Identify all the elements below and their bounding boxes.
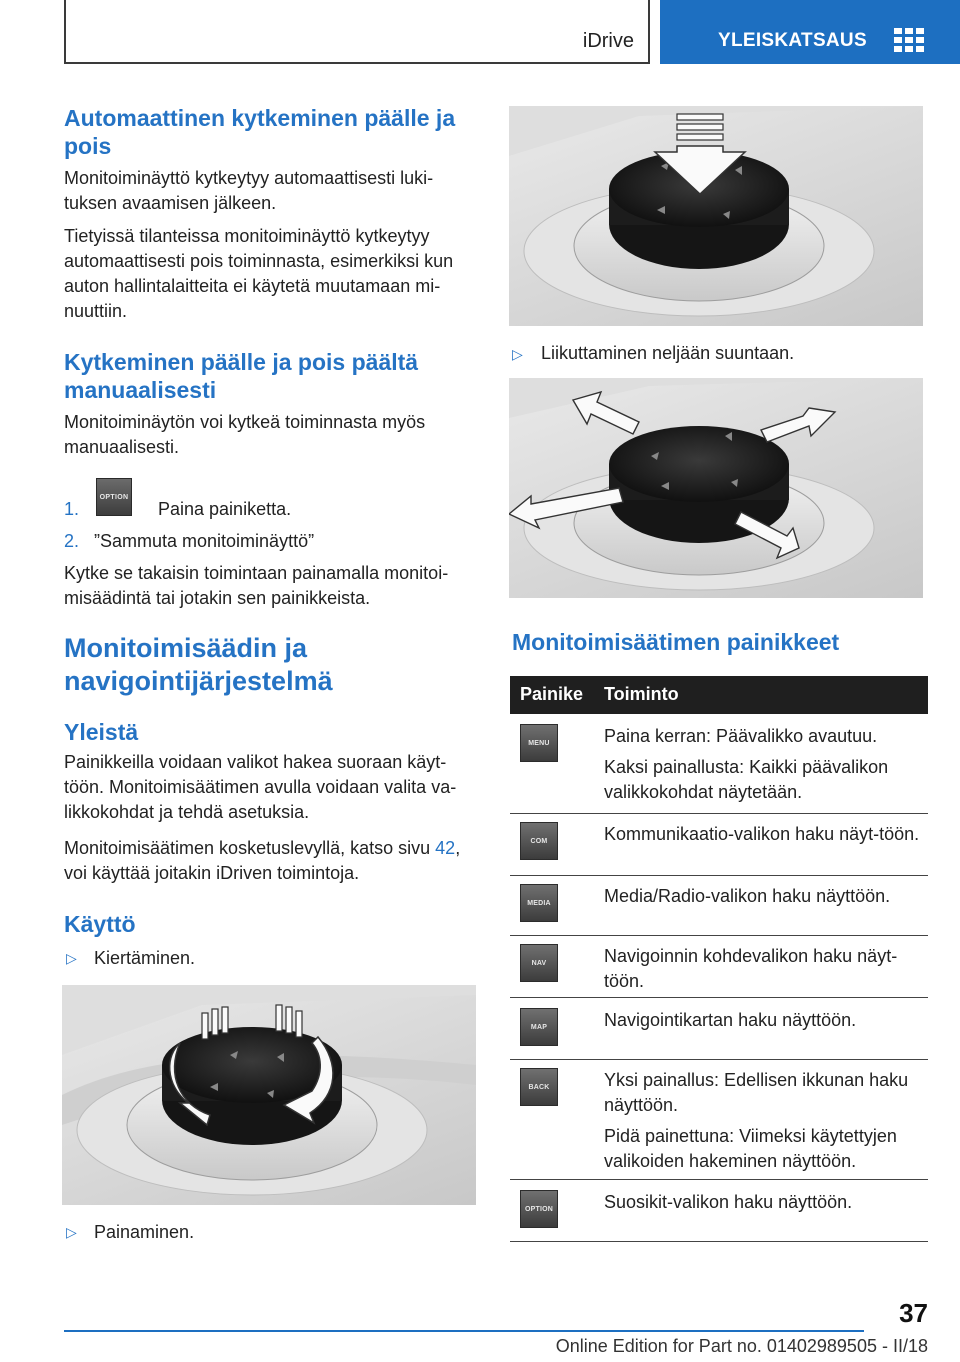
- step-1-text: Paina painiketta.: [158, 499, 292, 519]
- header-frame: [64, 0, 650, 64]
- row-text: Yksi painallus: Edellisen ikkunan haku näyttöön.: [604, 1070, 909, 1115]
- footer-divider: [64, 1330, 864, 1332]
- page-number: 37: [899, 1298, 928, 1328]
- row-text: Paina kerran: Päävalikko avautuu.: [604, 726, 878, 746]
- row-text: Navigoinnin kohdevalikon haku näyt-töön.: [604, 946, 898, 991]
- option-button-icon: OPTION: [520, 1190, 558, 1228]
- map-button-icon: MAP: [520, 1008, 558, 1046]
- controller-press-image: [509, 106, 923, 326]
- step-2-text: ”Sammuta monitoiminäyttö”: [94, 531, 315, 551]
- paragraph-general-2: Monitoimisäätimen kosketuslevyllä, katso sivu 42, voi käyttää joitakin iDriven toimintoja.: [64, 838, 461, 883]
- grid-icon: [894, 28, 924, 54]
- back-button-icon: BACK: [520, 1068, 558, 1106]
- row-text: Kaksi painallusta: Kaikki päävalikon valikkokohdat näytetään.: [604, 757, 889, 802]
- table-row: [510, 876, 928, 936]
- usage-press-text: Painaminen.: [94, 1222, 195, 1242]
- paragraph-manual: Monitoiminäytön voi kytkeä toiminnasta myös manuaalisesti.: [64, 412, 426, 457]
- table-row: [510, 814, 928, 876]
- heading-manual-switch: Kytkeminen päälle ja pois päältä manuaalisesti: [64, 349, 419, 403]
- heading-buttons: Monitoimisäätimen painikkeet: [512, 629, 840, 655]
- table-row: [510, 998, 928, 1060]
- paragraph-general-1: Painikkeilla voidaan valikot hakea suoraan käyt-töön. Monitoimisäätimen avulla voidaan valita va-likkokohdat ja tehdä asetuksia.: [64, 752, 457, 822]
- edition-text: Online Edition for Part no. 01402989505 - II/18: [555, 1336, 928, 1356]
- menu-button-icon: MENU: [520, 724, 558, 762]
- paragraph-auto-1: Monitoiminäyttö kytkeytyy automaattisesti luki-tuksen avaamisen jälkeen.: [64, 168, 434, 213]
- usage-rotate-text: Kiertäminen.: [94, 948, 196, 968]
- nav-button-icon: NAV: [520, 944, 558, 982]
- step-2-number: 2.: [64, 531, 80, 551]
- page-link-42[interactable]: 42: [435, 838, 456, 858]
- heading-controller: Monitoimisäädin ja navigointijärjestelmä: [64, 633, 333, 696]
- row-text: Kommunikaatio-valikon haku näyt-töön.: [604, 824, 920, 844]
- media-button-icon: MEDIA: [520, 884, 558, 922]
- heading-general: Yleistä: [64, 719, 139, 745]
- controller-tilt-image: [509, 378, 923, 598]
- com-button-icon: COM: [520, 822, 558, 860]
- row-text: Pidä painettuna: Viimeksi käytettyjen valikoiden hakeminen näyttöön.: [604, 1126, 897, 1171]
- table-header: [510, 676, 928, 714]
- triangle-bullet-icon: ▷: [512, 346, 523, 362]
- table-row: [510, 936, 928, 998]
- heading-usage: Käyttö: [64, 911, 136, 937]
- heading-auto-switch: Automaattinen kytkeminen päälle ja pois: [64, 105, 456, 159]
- table-row: [510, 1060, 928, 1180]
- option-button-icon: OPTION: [96, 478, 132, 516]
- usage-tilt-text: Liikuttaminen neljään suuntaan.: [541, 343, 795, 363]
- row-text: Navigointikartan haku näyttöön.: [604, 1010, 857, 1030]
- chapter-tab-label: YLEISKATSAUS: [718, 30, 867, 51]
- table-row: [510, 1180, 928, 1242]
- paragraph-after-steps: Kytke se takaisin toimintaan painamalla monitoi-misäädintä tai jotakin sen painikkeista.: [64, 563, 449, 608]
- row-text: Media/Radio-valikon haku näyttöön.: [604, 886, 891, 906]
- column-header-function: Toiminto: [604, 684, 679, 704]
- paragraph-auto-2: Tietyissä tilanteissa monitoiminäyttö kytkeytyy automaattisesti pois toiminnasta, esimerkiksi kun auton hallintalaitteita ei käytetä muutamaan mi-nuuttiin.: [64, 226, 454, 321]
- triangle-bullet-icon: ▷: [66, 1224, 77, 1240]
- triangle-bullet-icon: ▷: [66, 950, 77, 966]
- chapter-tab[interactable]: [660, 0, 960, 64]
- table-row: [510, 714, 928, 814]
- row-text: Suosikit-valikon haku näyttöön.: [604, 1192, 853, 1212]
- controller-rotate-image: [62, 985, 476, 1205]
- step-1-number: 1.: [64, 499, 80, 519]
- column-header-button: Painike: [520, 684, 584, 704]
- section-title: iDrive: [582, 30, 634, 52]
